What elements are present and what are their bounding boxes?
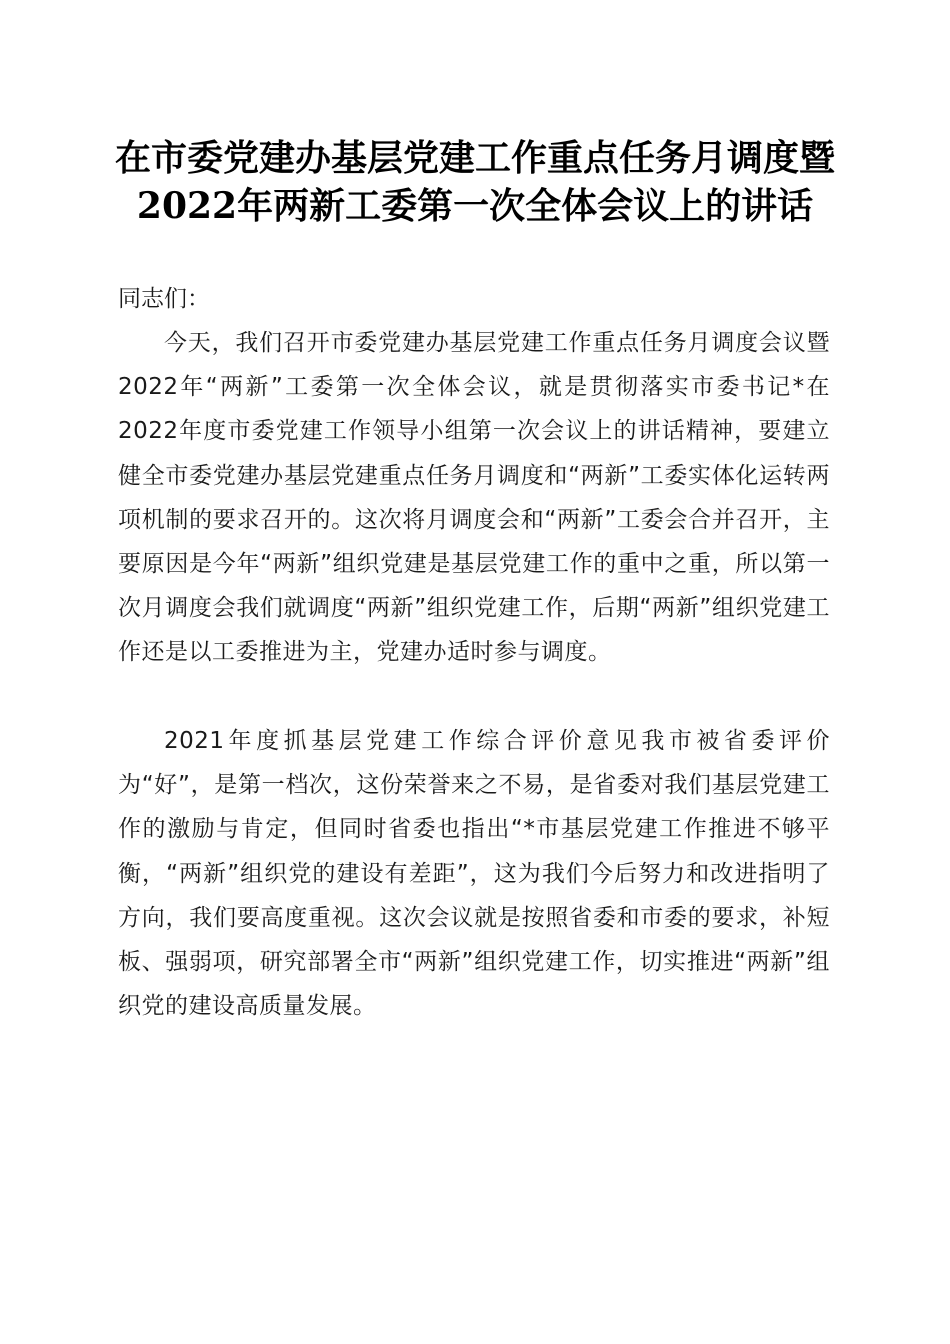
paragraph: 今天，我们召开市委党建办基层党建工作重点任务月调度会议暨2022年“两新”工委第一次全体会议，就是贯彻落实市委书记*在2022年度市委党建工作领导小组第一次会议上的讲话精神，要建立健全市委党建办基层党建重点任务月调度和“两新”工委实体化运转两项机制的要求召开的。这次将月调度会和“两新”工委会合并召开，主要原因是今年“两新”组织党建是基层党建工作的重中之重，所以第一次月调度会我们就调度“两新”组织党建工作，后期“两新”组织党建工作还是以工委推进为主，党建办适时参与调度。 <box>118 330 830 666</box>
paragraph-1-block <box>118 321 830 675</box>
paragraph-2-block <box>118 719 830 1028</box>
document-title-line-1: 在市委党建办基层党建工作重点任务月调度暨 <box>114 137 835 179</box>
paragraph: 2021年度抓基层党建工作综合评价意见我市被省委评价为“好”，是第一档次，这份荣誉来之不易，是省委对我们基层党建工作的激励与肯定，但同时省委也指出“*市基层党建工作推进不够平衡，“两新”组织党的建设有差距”，这为我们今后努力和改进指明了方向，我们要高度重视。这次会议就是按照省委和市委的要求，补短板、强弱项，研究部署全市“两新”组织党建工作，切实推进“两新”组织党的建设高质量发展。 <box>118 728 830 1020</box>
document-title-line-2: 2022年两新工委第一次全体会议上的讲话 <box>136 185 814 227</box>
salutation: 同志们： <box>118 286 210 312</box>
